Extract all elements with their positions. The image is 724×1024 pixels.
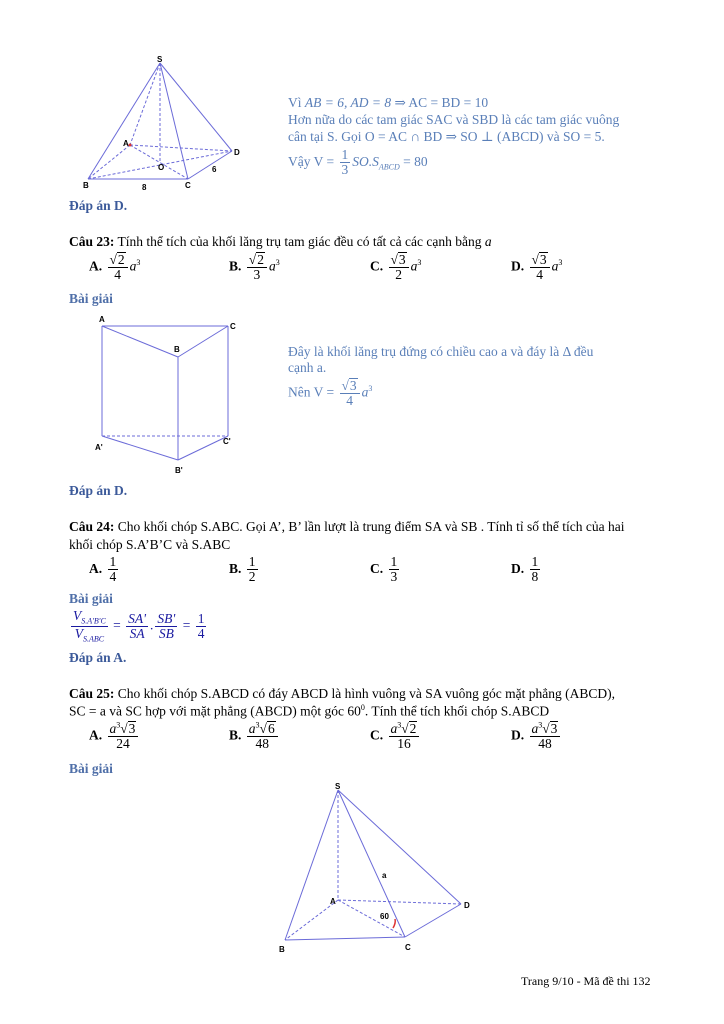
q23-option-c: C. $\frac{√3}{2}$ $a^3$	[370, 252, 422, 283]
q24-option-d: D. $\frac{1}{8}$	[511, 554, 539, 585]
q25-option-c: C. $\frac{a^3√2}{16}$	[370, 721, 421, 751]
question-24-line2: khối chóp S.A’B’C và S.ABC	[69, 537, 231, 552]
label-C: C	[185, 181, 191, 190]
label-A: A	[330, 897, 336, 906]
label-angle-60: 60	[380, 912, 389, 921]
sol22-line3: cân tại S. Gọi O = AC ∩ BD ⇒ SO ⊥ (ABCD) và SO = 5.	[288, 129, 605, 144]
q23-option-d: D. $\frac{√3}{4}$ $a^3$	[511, 252, 563, 283]
label-A-prime: A'	[95, 443, 103, 452]
q25-option-b: B. $\frac{a^3√6}{48}$	[229, 721, 280, 751]
figure-pyramid-2	[275, 780, 475, 960]
answer-24: Đáp án A.	[69, 650, 127, 665]
label-C: C	[405, 943, 411, 952]
question-25: Câu 25: Cho khối chóp S.ABCD có đáy ABCD là hình vuông và SA vuông góc mặt phẳng (ABCD),	[69, 686, 615, 701]
label-A: A	[99, 315, 105, 324]
label-B: B	[279, 945, 285, 954]
answer-23: Đáp án D.	[69, 483, 128, 498]
label-S: S	[157, 55, 163, 64]
label-D: D	[464, 901, 470, 910]
label-A: A	[123, 139, 129, 148]
label-D: D	[234, 148, 240, 157]
q25-solution-label: Bài giải	[69, 761, 113, 776]
sol22-line4: Vậy V = $\frac{1}{3}$ $SO.S_{ABCD} = 80$	[288, 147, 428, 178]
sol23-line2: cạnh a.	[288, 360, 327, 375]
label-B: B	[174, 345, 180, 354]
page-footer: Trang 9/10 - Mã đề thi 132	[521, 974, 651, 988]
q23-solution-label: Bài giải	[69, 291, 113, 306]
label-B: B	[83, 181, 89, 190]
q25-option-d: D. $\frac{a^3√3}{48}$	[511, 721, 562, 751]
q24-solution-label: Bài giải	[69, 591, 113, 606]
label-C: C	[230, 322, 236, 331]
sol22-line2: Hơn nữa do các tam giác SAC và SBD là các tam giác vuông	[288, 112, 620, 127]
label-O: O	[158, 163, 165, 172]
label-B-prime: B'	[175, 466, 183, 475]
question-23: Câu 23: Tính thể tích của khối lăng trụ tam giác đều có tất cả các cạnh bằng a	[69, 234, 492, 249]
answer-22: Đáp án D.	[69, 198, 128, 213]
q24-solution-formula: $\frac{V_{S.A'B'C}}{V_{S.ABC}}$ = $\frac{SA'}{SA}$ . $\frac{SB'}{SB}$ = $\frac{1}{4}$	[73, 608, 205, 644]
label-a: a	[382, 871, 387, 880]
q23-option-a: A. $\frac{√2}{4}$ $a^3$	[89, 252, 141, 283]
q23-option-b: B. $\frac{√2}{3}$ $a^3$	[229, 252, 280, 283]
question-24: Câu 24: Cho khối chóp S.ABC. Gọi A’, B’ lần lượt là trung điểm SA và SB . Tính tỉ số thể tích của hai	[69, 519, 625, 534]
label-S: S	[335, 782, 341, 791]
q24-option-a: A. $\frac{1}{4}$	[89, 554, 117, 585]
label-edge-6: 6	[212, 165, 217, 174]
q24-option-b: B. $\frac{1}{2}$	[229, 554, 256, 585]
sol22-line1: Vì AB = 6, AD = 8 ⇒ AC = BD = 10	[288, 95, 489, 110]
figure-prism	[90, 312, 250, 482]
sol23-line1: Đây là khối lăng trụ đứng có chiều cao a và đáy là Δ đều	[288, 344, 594, 359]
q25-option-a: A. $\frac{a^3√3}{24}$	[89, 721, 140, 751]
question-25-line2: SC = a và SC hợp với mặt phẳng (ABCD) một góc $60^0$. Tính thể tích khối chóp S.ABCD	[69, 703, 550, 719]
label-edge-8: 8	[142, 183, 147, 192]
q24-option-c: C. $\frac{1}{3}$	[370, 554, 398, 585]
sol23-line3: Nên V = $\frac{√3}{4}$ $a^3$	[288, 378, 373, 409]
label-C-prime: C'	[223, 437, 231, 446]
figure-pyramid-1	[80, 55, 250, 195]
